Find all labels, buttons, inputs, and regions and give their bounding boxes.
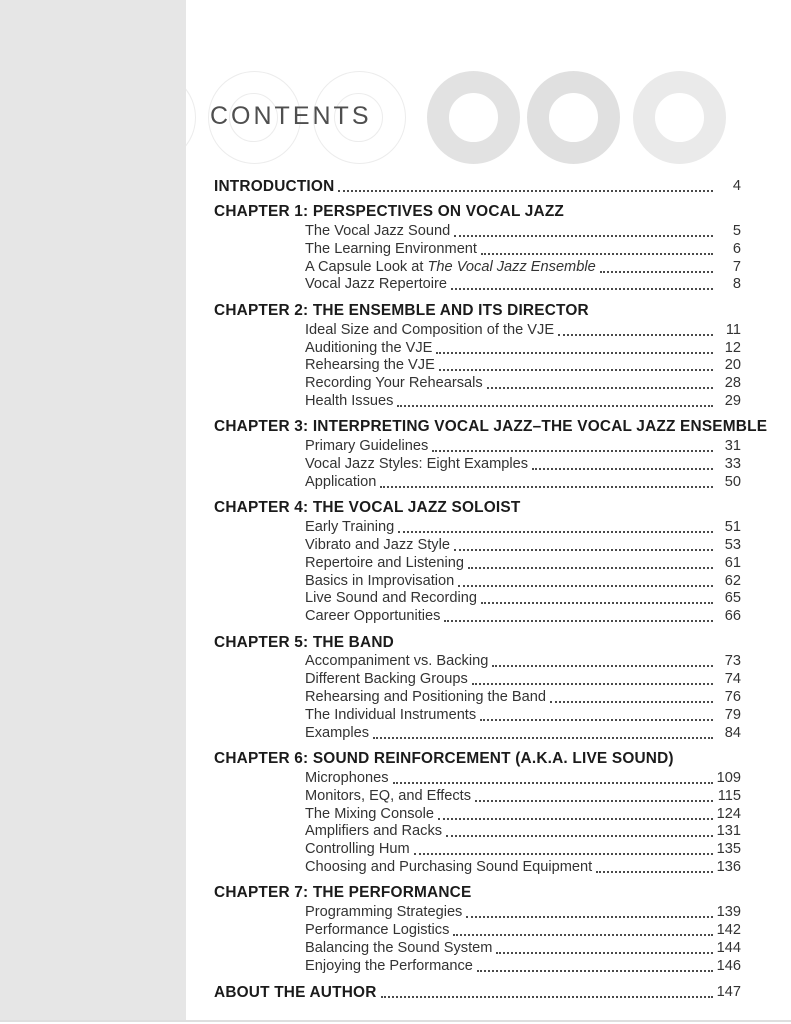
dot-leader bbox=[596, 871, 713, 873]
toc-entry-label bbox=[305, 574, 454, 589]
dot-leader bbox=[454, 235, 713, 237]
toc-entry-page-number: 73 bbox=[724, 653, 741, 670]
toc-entry-page-number: 131 bbox=[716, 823, 741, 840]
toc-entry-page-number: 33 bbox=[724, 456, 741, 473]
toc-entry-label bbox=[305, 654, 488, 669]
toc-entry-row bbox=[305, 839, 741, 857]
dot-leader bbox=[480, 719, 713, 721]
toc-entry-row bbox=[305, 571, 741, 589]
toc-entry-page-number: 109 bbox=[716, 769, 741, 786]
toc-entry-row bbox=[305, 786, 741, 804]
toc-items bbox=[305, 320, 741, 409]
dot-leader bbox=[444, 620, 713, 622]
toc-entry-text: Ideal Size and Composition of the VJE bbox=[305, 321, 555, 338]
toc-entry-page-number: 146 bbox=[716, 957, 741, 974]
toc-section bbox=[214, 202, 741, 292]
toc-entry-label bbox=[305, 358, 435, 373]
toc-section bbox=[214, 417, 768, 490]
toc-entry-row bbox=[305, 517, 741, 535]
toc-entry-text: Rehearsing the VJE bbox=[305, 357, 435, 374]
toc-entry-row bbox=[305, 436, 741, 454]
dot-leader bbox=[477, 970, 713, 972]
toc-chapter-heading bbox=[214, 749, 741, 768]
toc-entry-page-number: 11 bbox=[725, 321, 741, 338]
toc-entry-text: Auditioning the VJE bbox=[305, 339, 433, 356]
toc-entry-label bbox=[305, 394, 393, 409]
toc-items bbox=[305, 902, 741, 973]
toc-entry-text: Health Issues bbox=[305, 392, 394, 409]
toc-entry-text: Examples bbox=[305, 724, 370, 741]
toc-entry-text: The Learning Environment bbox=[305, 240, 477, 257]
toc-entry-text: Application bbox=[305, 473, 377, 490]
toc-chapter-heading-label: CHAPTER 5: THE BAND bbox=[214, 633, 394, 651]
toc-entry-page-number: 7 bbox=[732, 258, 741, 275]
toc-entry-row bbox=[305, 920, 741, 938]
toc-entry-label bbox=[305, 789, 471, 804]
toc-entry-label bbox=[305, 323, 554, 338]
toc-entry-row bbox=[214, 982, 741, 1000]
toc-entry-row bbox=[305, 221, 741, 239]
toc-entry-row bbox=[305, 373, 741, 391]
dot-leader bbox=[451, 288, 713, 290]
dot-leader bbox=[481, 253, 713, 255]
page-content bbox=[186, 0, 791, 1024]
toc-entry-label bbox=[305, 941, 492, 956]
toc-entry-label bbox=[305, 457, 528, 472]
toc-entry-text: Early Training bbox=[305, 519, 395, 536]
toc-entry-page-number: 61 bbox=[724, 554, 741, 571]
toc-entry-label bbox=[305, 341, 432, 356]
toc-chapter-heading-label: CHAPTER 7: THE PERFORMANCE bbox=[214, 884, 472, 902]
circle-ring-icon bbox=[427, 71, 520, 164]
toc-entry-text: The Vocal Jazz Sound bbox=[305, 223, 451, 240]
toc-chapter-heading-label: CHAPTER 6: SOUND REINFORCEMENT (A.K.A. LIVE SOUND) bbox=[214, 750, 674, 768]
toc-entry-text: Different Backing Groups bbox=[305, 671, 468, 688]
dot-leader bbox=[481, 602, 713, 604]
toc-entry-row bbox=[305, 391, 741, 409]
toc-chapter-heading bbox=[214, 202, 741, 221]
toc-entry-row bbox=[305, 320, 741, 338]
toc-entry-label bbox=[305, 556, 464, 571]
dot-leader bbox=[453, 934, 713, 936]
toc-entry-label bbox=[305, 475, 376, 490]
toc-chapter-heading-label: CHAPTER 2: THE ENSEMBLE AND ITS DIRECTOR bbox=[214, 301, 589, 319]
toc-items bbox=[305, 436, 741, 489]
toc-entry-label bbox=[305, 439, 428, 454]
toc-entry-page-number: 4 bbox=[732, 177, 741, 194]
toc-entry-text: Performance Logistics bbox=[305, 922, 450, 938]
toc-entry-text: Monitors, EQ, and Effects bbox=[305, 787, 472, 804]
toc-entry-row bbox=[305, 553, 741, 571]
toc-entry-page-number: 139 bbox=[716, 904, 741, 921]
dot-leader bbox=[439, 369, 713, 371]
circle-outline-icon bbox=[186, 71, 196, 164]
toc-entry-page-number: 66 bbox=[724, 608, 741, 625]
toc-entry-page-number: 29 bbox=[724, 392, 741, 409]
dot-leader bbox=[393, 782, 713, 784]
toc-entry-label bbox=[305, 520, 394, 535]
page-bottom-edge bbox=[0, 1020, 791, 1022]
dot-leader bbox=[414, 853, 713, 855]
toc-entry-row bbox=[305, 472, 741, 490]
toc-entry-row bbox=[305, 606, 741, 624]
toc-entry-page-number: 20 bbox=[724, 357, 741, 374]
dot-leader bbox=[558, 334, 713, 336]
toc-entry-page-number: 28 bbox=[724, 375, 741, 392]
dot-leader bbox=[438, 818, 713, 820]
toc-entry-page-number: 62 bbox=[724, 572, 741, 589]
toc-entry-text: A Capsule Look at bbox=[305, 258, 428, 275]
toc-entry-text: Accompaniment vs. Backing bbox=[305, 653, 489, 670]
toc-items bbox=[305, 652, 741, 741]
toc bbox=[214, 176, 768, 1001]
toc-entry-text: Recording Your Rehearsals bbox=[305, 375, 483, 392]
toc-chapter-heading bbox=[214, 417, 768, 436]
toc-entry-row bbox=[305, 902, 741, 920]
toc-entry-page-number: 51 bbox=[724, 519, 741, 536]
toc-section bbox=[214, 498, 741, 624]
toc-entry-page-number: 135 bbox=[716, 841, 741, 858]
toc-entry-label bbox=[305, 708, 476, 723]
toc-entry-page-number: 84 bbox=[724, 724, 741, 741]
toc-entry-text: The Mixing Console bbox=[305, 805, 434, 822]
toc-entry-label bbox=[305, 591, 477, 606]
toc-entry-page-number: 50 bbox=[724, 473, 741, 490]
dot-leader bbox=[492, 665, 713, 667]
toc-entry-row bbox=[305, 804, 741, 822]
toc-entry-text: Amplifiers and Racks bbox=[305, 823, 443, 840]
toc-chapter-heading-label: CHAPTER 3: INTERPRETING VOCAL JAZZ–THE VOCAL JAZZ ENSEMBLE bbox=[214, 418, 768, 436]
toc-chapter-heading bbox=[214, 301, 741, 320]
toc-items bbox=[305, 221, 741, 292]
toc-entry-row bbox=[305, 687, 741, 705]
dot-leader bbox=[532, 468, 713, 470]
toc-entry-row bbox=[305, 454, 741, 472]
toc-entry-row bbox=[305, 822, 741, 840]
dot-leader bbox=[600, 271, 713, 273]
dot-leader bbox=[398, 531, 713, 533]
dot-leader bbox=[458, 585, 713, 587]
toc-entry-page-number: 124 bbox=[716, 805, 741, 822]
toc-entry-row bbox=[305, 652, 741, 670]
page-title: CONTENTS bbox=[210, 102, 372, 130]
toc-entry-text: Vocal Jazz Repertoire bbox=[305, 276, 447, 293]
toc-entry-page-number: 6 bbox=[732, 240, 741, 257]
dot-leader bbox=[432, 450, 713, 452]
dot-leader bbox=[446, 835, 713, 837]
dot-leader bbox=[454, 549, 713, 551]
toc-section bbox=[214, 883, 741, 973]
toc-entry-italic-text: The Vocal Jazz Ensemble bbox=[427, 258, 596, 275]
toc-entry-row bbox=[305, 589, 741, 607]
toc-entry-text: Vocal Jazz Styles: Eight Examples bbox=[305, 456, 529, 473]
toc-entry-text: Choosing and Purchasing Sound Equipment bbox=[305, 858, 593, 875]
toc-entry-page-number: 147 bbox=[716, 983, 741, 1000]
toc-items bbox=[305, 517, 741, 624]
toc-entry-page-number: 12 bbox=[724, 339, 741, 356]
toc-entry-row bbox=[305, 938, 741, 956]
toc-top-entry bbox=[214, 176, 741, 194]
circle-ring-icon bbox=[633, 71, 726, 164]
dot-leader bbox=[468, 567, 713, 569]
toc-entry-row bbox=[305, 338, 741, 356]
toc-entry-page-number: 136 bbox=[716, 858, 741, 875]
dot-leader bbox=[496, 952, 713, 954]
toc-chapter-heading bbox=[214, 498, 741, 517]
dot-leader bbox=[472, 683, 713, 685]
toc-entry-page-number: 115 bbox=[717, 787, 741, 804]
toc-entry-label bbox=[305, 538, 450, 553]
toc-entry-label bbox=[305, 923, 449, 938]
toc-entry-text: ABOUT THE AUTHOR bbox=[214, 983, 377, 1001]
toc-entry-text: Programming Strategies bbox=[305, 904, 463, 921]
circle-ring-icon bbox=[527, 71, 620, 164]
toc-entry-row bbox=[305, 257, 741, 275]
toc-entry-page-number: 79 bbox=[724, 706, 741, 723]
toc-entry-text: Balancing the Sound System bbox=[305, 939, 493, 956]
toc-top-entry bbox=[214, 982, 741, 1000]
toc-entry-text: Vibrato and Jazz Style bbox=[305, 536, 450, 553]
toc-entry-label bbox=[305, 842, 410, 857]
toc-entry-label bbox=[305, 726, 369, 741]
toc-entry-label bbox=[305, 959, 473, 974]
dot-leader bbox=[380, 486, 713, 488]
toc-chapter-heading bbox=[214, 883, 741, 902]
toc-entry-label bbox=[305, 224, 450, 239]
toc-entry-row bbox=[305, 956, 741, 974]
toc-entry-page-number: 142 bbox=[716, 922, 741, 938]
dot-leader bbox=[475, 800, 713, 802]
toc-entry-label bbox=[305, 905, 462, 920]
toc-entry-label bbox=[214, 985, 377, 1000]
toc-entry-label bbox=[305, 277, 447, 292]
dot-leader bbox=[373, 737, 713, 739]
toc-entry-row bbox=[305, 723, 741, 741]
toc-entry-label bbox=[305, 376, 483, 391]
toc-chapter-heading-label: CHAPTER 1: PERSPECTIVES ON VOCAL JAZZ bbox=[214, 203, 565, 221]
toc-entry-text: INTRODUCTION bbox=[214, 177, 335, 195]
left-gray-band bbox=[0, 0, 186, 1020]
toc-entry-row bbox=[305, 239, 741, 257]
dot-leader bbox=[338, 190, 713, 192]
dot-leader bbox=[466, 916, 713, 918]
toc-entry-page-number: 53 bbox=[724, 536, 741, 553]
toc-entry-text: Rehearsing and Positioning the Band bbox=[305, 689, 546, 706]
toc-entry-row bbox=[305, 857, 741, 875]
dot-leader bbox=[550, 701, 713, 703]
toc-entry-row bbox=[305, 356, 741, 374]
toc-items bbox=[305, 768, 741, 875]
toc-entry-page-number: 144 bbox=[716, 939, 741, 956]
toc-entry-text: Repertoire and Listening bbox=[305, 554, 465, 571]
toc-entry-label bbox=[214, 179, 334, 194]
toc-entry-row bbox=[305, 669, 741, 687]
toc-entry-label bbox=[305, 672, 468, 687]
header-decor bbox=[186, 0, 791, 180]
toc-section bbox=[214, 301, 741, 409]
toc-entry-label bbox=[305, 690, 546, 705]
toc-entry-text: Enjoying the Performance bbox=[305, 957, 473, 974]
toc-section bbox=[214, 633, 741, 741]
toc-entry-label bbox=[305, 807, 434, 822]
toc-entry-row bbox=[214, 176, 741, 194]
toc-entry-page-number: 8 bbox=[732, 276, 741, 293]
toc-entry-text: Career Opportunities bbox=[305, 608, 441, 625]
toc-chapter-heading-label: CHAPTER 4: THE VOCAL JAZZ SOLOIST bbox=[214, 499, 521, 517]
toc-entry-text: Basics in Improvisation bbox=[305, 572, 455, 589]
toc-entry-row bbox=[305, 768, 741, 786]
dot-leader bbox=[381, 996, 713, 998]
toc-entry-text: Primary Guidelines bbox=[305, 438, 429, 455]
toc-entry-page-number: 5 bbox=[732, 223, 741, 240]
toc-entry-row bbox=[305, 535, 741, 553]
dot-leader bbox=[397, 405, 713, 407]
toc-entry-label bbox=[305, 824, 442, 839]
toc-entry-page-number: 74 bbox=[724, 671, 741, 688]
toc-entry-text: Microphones bbox=[305, 769, 389, 786]
dot-leader bbox=[436, 352, 713, 354]
toc-entry-label bbox=[305, 771, 389, 786]
toc-entry-row bbox=[305, 275, 741, 293]
toc-entry-page-number: 65 bbox=[724, 590, 741, 607]
toc-section bbox=[214, 749, 741, 875]
toc-entry-text: Controlling Hum bbox=[305, 841, 410, 858]
toc-entry-text: The Individual Instruments bbox=[305, 706, 477, 723]
toc-entry-label bbox=[305, 242, 477, 257]
toc-entry-text: Live Sound and Recording bbox=[305, 590, 478, 607]
toc-entry-row bbox=[305, 705, 741, 723]
dot-leader bbox=[487, 387, 713, 389]
toc-entry-page-number: 76 bbox=[724, 689, 741, 706]
toc-entry-label bbox=[305, 260, 596, 275]
toc-entry-page-number: 31 bbox=[724, 438, 741, 455]
toc-chapter-heading bbox=[214, 633, 741, 652]
toc-entry-label bbox=[305, 609, 440, 624]
toc-entry-label bbox=[305, 860, 592, 875]
